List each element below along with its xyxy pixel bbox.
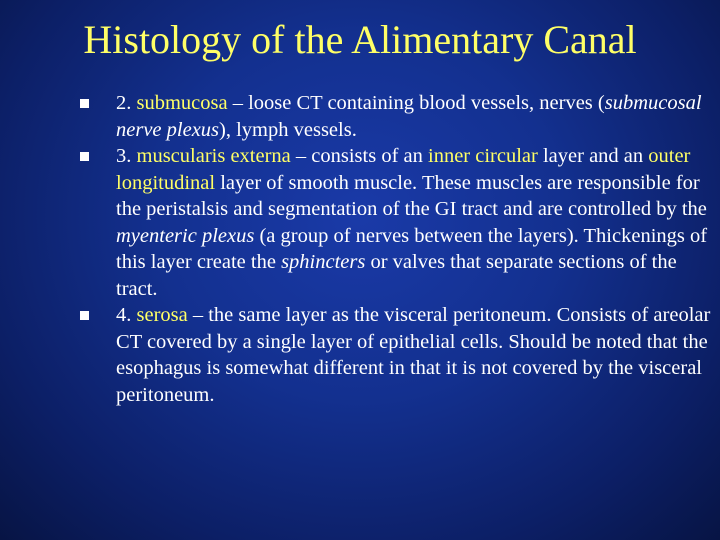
bullet-text-segment: or valves that separate sections of the tract.	[116, 251, 677, 300]
term-inner-circular: inner circular	[428, 145, 538, 167]
square-bullet-icon	[80, 152, 89, 161]
bullet-text-segment: layer and an	[537, 145, 649, 167]
term-submucosal-nerve-plexus: submucosal nerve plexus	[116, 92, 702, 141]
term-muscularis-externa: muscularis externa	[136, 145, 291, 167]
bullet-text	[116, 304, 710, 406]
term-outer-longitudinal: outer longitudinal	[116, 145, 691, 194]
bullet-text-segment: 4.	[116, 304, 137, 326]
bullet-text	[116, 145, 707, 300]
square-bullet-icon	[80, 99, 89, 108]
bullet-text-segment: – loose CT containing blood vessels, nerves (	[227, 92, 605, 114]
term-serosa: serosa	[136, 304, 188, 326]
bullet-item-submucosa	[80, 90, 712, 143]
slide-title: Histology of the Alimentary Canal	[83, 17, 637, 62]
bullet-item-muscularis-externa	[80, 143, 712, 302]
bullet-text-segment: – the same layer as the visceral peritoneum. Consists of areolar CT covered by a single layer of epithelial cells. Should be noted that the esophagus is somewhat different in that it is not covered by the visceral peritoneum.	[116, 304, 711, 406]
bullet-text-segment: 2.	[116, 92, 137, 114]
bullet-text-segment: – consists of an	[290, 145, 428, 167]
term-sphincters: sphincters	[281, 251, 366, 273]
bullet-item-serosa	[80, 302, 712, 408]
bullet-text-segment: (a group of nerves between the layers). Thickenings of this layer create the	[116, 224, 708, 273]
bullet-text-segment: 3.	[116, 145, 137, 167]
term-myenteric-plexus: myenteric plexus	[116, 224, 255, 247]
bullet-text-segment: ), lymph vessels.	[219, 118, 357, 141]
bullet-text-segment: layer of smooth muscle. These muscles are responsible for the peristalsis and segmentation of the GI tract and are controlled by the	[116, 171, 707, 220]
square-bullet-icon	[80, 311, 89, 320]
term-submucosa: submucosa	[136, 92, 228, 114]
bullet-text	[116, 92, 702, 141]
bullet-list	[80, 90, 712, 408]
